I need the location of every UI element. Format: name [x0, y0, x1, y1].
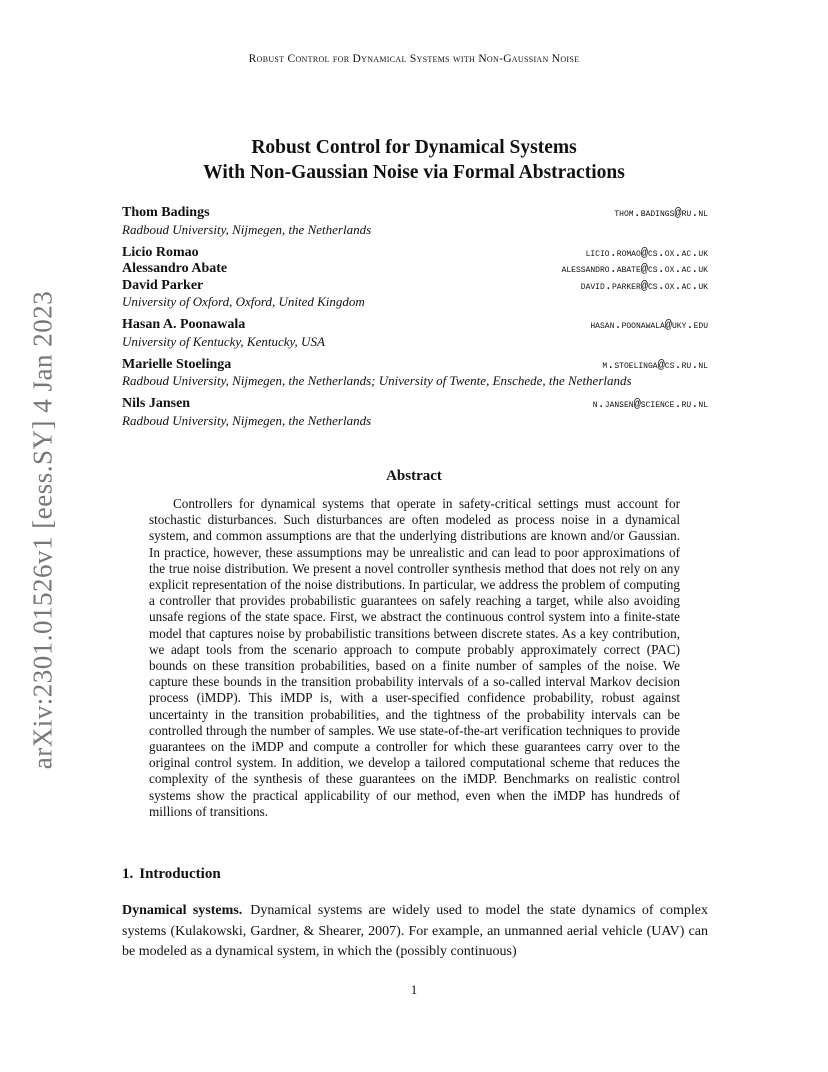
running-head: Robust Control for Dynamical Systems with Non-Gaussian Noise [248, 53, 580, 65]
author-affiliation: Radboud University, Nijmegen, the Netherlands; University of Twente, Enschede, the Netherlands [122, 373, 632, 388]
section-number: 1. [122, 866, 134, 882]
author-email[interactable]: m.stoelinga@cs.ru.nl [602, 357, 708, 372]
author-email[interactable]: david.parker@cs.ox.ac.uk [580, 278, 708, 293]
intro-paragraph [122, 901, 708, 963]
arxiv-stamp: arXiv:2301.01526v1 [eess.SY] 4 Jan 2023 [27, 290, 58, 770]
author-email[interactable]: hasan.poonawala@uky.edu [590, 318, 708, 332]
author-affiliation: Radboud University, Nijmegen, the Netherlands [122, 221, 372, 237]
author-group [122, 357, 708, 390]
author-email[interactable]: licio.romao@cs.ox.ac.uk [585, 245, 708, 260]
author-affiliation: University of Kentucky, Kentucky, USA [122, 333, 325, 349]
author-row [122, 396, 708, 413]
author-name: Hasan A. Poonawala [122, 317, 246, 332]
author-row [122, 261, 708, 278]
author-email[interactable]: n.jansen@science.ru.nl [592, 397, 708, 411]
section-title: Introduction [139, 866, 221, 882]
page-number: 1 [410, 982, 418, 997]
author-name: Licio Romao [122, 244, 199, 260]
section-heading [122, 866, 221, 883]
author-affiliation: Radboud University, Nijmegen, the Netherlands [122, 412, 372, 428]
author-group [122, 205, 708, 238]
author-row [122, 317, 708, 334]
paper-title [0, 135, 828, 185]
author-row [122, 278, 708, 295]
author-name: David Parker [122, 277, 204, 293]
author-email[interactable]: thom.badings@ru.nl [614, 206, 708, 220]
author-name: Marielle Stoelinga [122, 356, 232, 372]
author-affiliation: University of Oxford, Oxford, United Kingdom [122, 294, 365, 309]
author-email[interactable]: alessandro.abate@cs.ox.ac.uk [561, 262, 708, 276]
abstract-text: Controllers for dynamical systems that operate in safety-critical settings must account for stochastic disturbances. Such disturbances are often modeled as process noise in a dynamical system, and common assumptions are that the underlying distributions are known and/or Gaussian. In practice, however, these assumptions may be unrealistic and can lead to poor approximations of the true noise distribution. We present a novel controller synthesis method that does not rely on any explicit representation of the noise distributions. In particular, we address the problem of computing a controller that provides probabilistic guarantees on safely reaching a target, while also avoiding unsafe regions of the state space. First, we abstract the continuous control system into a finite-state model that captures noise by probabilistic transitions between discrete states. As a key contribution, we adapt tools from the scenario approach to compute probably approximately correct (PAC) bounds on these transition probabilities, based on a finite number of samples of the noise. We capture these bounds in the transition probability intervals of a so-called interval Markov decision process (iMDP). This iMDP is, with a user-specified confidence probability, robust against uncertainty in the transition probabilities, and the tightness of the probability intervals can be controlled through the number of samples. We use state-of-the-art verification techniques to provide guarantees on the iMDP and compute a controller for which these guarantees carry over to the original control system. In addition, we develop a tailored computational scheme that reduces the complexity of the synthesis of these guarantees on the iMDP. Benchmarks on realistic control systems show the practical applicability of our method, even when the iMDP has hundreds of millions of transitions. [149, 496, 680, 819]
title-line-1: Robust Control for Dynamical Systems [251, 137, 577, 158]
paragraph-text: Dynamical systems are widely used to model the state dynamics of complex systems (Kulakowski, Gardner, & Shearer, 2007). For example, an unmanned aerial vehicle (UAV) can be modeled as a dynamical system, in which the (possibly continuous) [122, 903, 709, 959]
abstract-heading: Abstract [386, 468, 442, 484]
author-name: Nils Jansen [122, 396, 191, 411]
author-group [122, 396, 708, 429]
author-group [122, 317, 708, 350]
author-row [122, 357, 708, 374]
author-row [122, 245, 708, 262]
author-block [122, 205, 708, 436]
title-line-2: With Non-Gaussian Noise via Formal Abstractions [203, 162, 625, 183]
author-name: Thom Badings [122, 205, 210, 220]
author-group [122, 245, 708, 311]
author-row [122, 205, 708, 222]
paragraph-heading: Dynamical systems. [122, 903, 243, 918]
author-name: Alessandro Abate [122, 261, 228, 276]
